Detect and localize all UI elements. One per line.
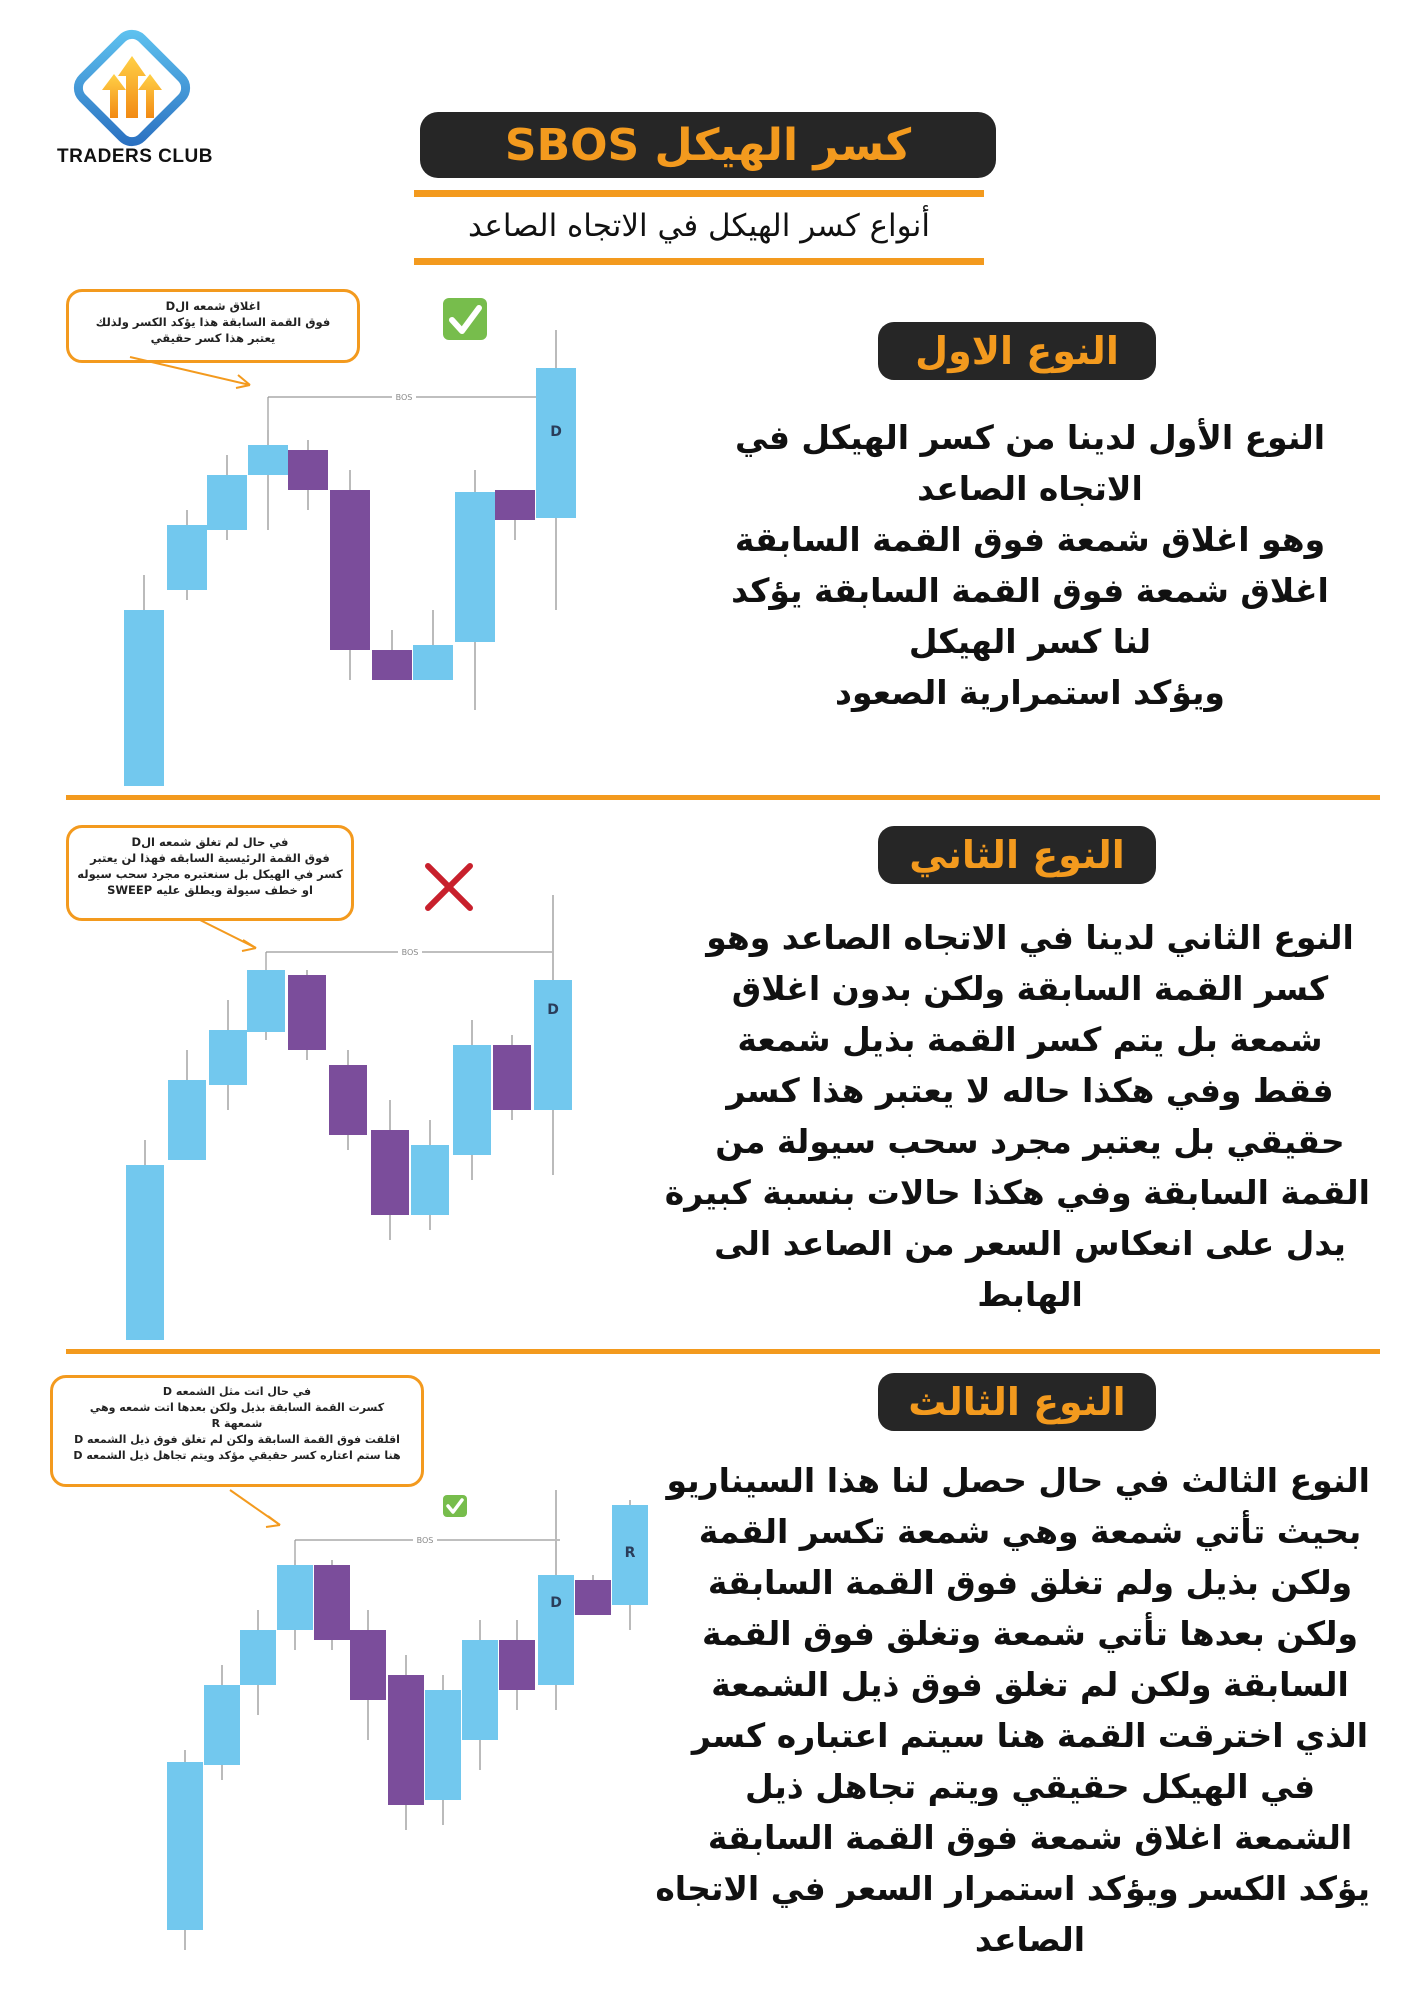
description-line: كسر القمة السابقة ولكن بدون اغلاق xyxy=(731,969,1329,1008)
bos-label: BOS xyxy=(416,1536,434,1545)
bullish-candle xyxy=(124,610,164,786)
section-3-callout xyxy=(50,1375,424,1487)
bearish-candle xyxy=(493,1045,531,1110)
bullish-candle xyxy=(167,525,207,590)
candle-d-label: D xyxy=(547,1002,559,1018)
check-icon xyxy=(443,298,487,340)
logo-arrows-icon xyxy=(72,28,192,148)
description-line: النوع الثالث في حال حصل لنا هذا السيناريو xyxy=(666,1461,1370,1500)
section-3-description xyxy=(655,1455,1370,1965)
description-line: شمعة بل يتم كسر القمة بذيل شمعة xyxy=(737,1020,1323,1059)
section-3-chart xyxy=(0,1480,680,1980)
description-line: الذي اخترقت القمة هنا سيتم اعتباره كسر xyxy=(691,1716,1369,1755)
description-line: فقط وفي هكذا حاله لا يعتبر هذا كسر xyxy=(726,1071,1334,1110)
bullish-candle xyxy=(207,475,247,530)
section-1-heading: النوع الاول xyxy=(915,329,1119,373)
bullish-candle xyxy=(425,1690,461,1800)
description-line: الهابط xyxy=(977,1275,1083,1314)
candles xyxy=(167,1490,648,1950)
page-subtitle: أنواع كسر الهيكل في الاتجاه الصاعد xyxy=(468,208,930,244)
description-line: يؤكد الكسر ويؤكد استمرار السعر في الاتجاه xyxy=(655,1869,1370,1908)
description-line: ولكن بذيل ولم تغلق فوق القمة السابقة xyxy=(707,1563,1353,1602)
section-2-heading-banner xyxy=(878,826,1156,884)
bullish-candle xyxy=(462,1640,498,1740)
bos-label: BOS xyxy=(401,948,419,957)
subtitle-bottom-divider xyxy=(414,258,984,265)
bearish-candle xyxy=(499,1640,535,1690)
bullish-candle xyxy=(248,445,288,475)
brand-name: TRADERS CLUB xyxy=(57,146,213,167)
bearish-candle xyxy=(388,1675,424,1805)
description-line: حقيقي بل يعتبر مجرد سحب سيولة من xyxy=(715,1122,1345,1161)
candles xyxy=(126,895,572,1340)
subtitle-top-divider xyxy=(414,190,984,197)
description-line: الاتجاه الصاعد xyxy=(917,469,1143,508)
candle-d-label: D xyxy=(550,424,562,440)
section-2-chart xyxy=(0,820,640,1340)
candle-d-label: D xyxy=(550,1595,562,1611)
description-line: ويؤكد استمرارية الصعود xyxy=(835,673,1225,712)
description-line: الصاعد xyxy=(974,1920,1086,1959)
callout-line: في حال اتت مثل الشمعه D xyxy=(162,1385,312,1398)
description-line: يدل على انعكاس السعر من الصاعد الى xyxy=(714,1224,1346,1263)
bearish-candle xyxy=(372,650,412,680)
description-line: اغلاق شمعة فوق القمة السابقة يؤكد xyxy=(731,571,1329,610)
bearish-candle xyxy=(314,1565,350,1640)
section-3-heading: النوع الثالث xyxy=(908,1380,1126,1424)
description-line: لنا كسر الهيكل xyxy=(908,622,1152,661)
section-2-description xyxy=(664,912,1370,1320)
bullish-candle xyxy=(455,492,495,642)
description-line: وهو اغلاق شمعة فوق القمة السابقة xyxy=(734,520,1326,559)
page-title-banner xyxy=(420,112,996,178)
description-line: ولكن بعدها تأتي شمعة وتغلق فوق القمة xyxy=(702,1614,1358,1653)
bullish-candle xyxy=(168,1080,206,1160)
callout-line: فوق القمة الرئيسية السابقه فهذا لن يعتبر xyxy=(90,851,330,865)
description-line: في الهيكل حقيقي ويتم تجاهل ذيل xyxy=(744,1767,1316,1806)
section-1-description xyxy=(700,412,1360,718)
section-3-heading-banner xyxy=(878,1373,1156,1431)
callout-line: اغلاق شمعه الD xyxy=(165,299,261,313)
callout-pointer xyxy=(130,357,250,385)
bearish-candle xyxy=(288,450,328,490)
callout-line: كسر في الهيكل بل سنعتبره مجرد سحب سيوله xyxy=(77,867,343,881)
bos-label: BOS xyxy=(395,393,413,402)
bearish-candle xyxy=(330,490,370,650)
bullish-candle xyxy=(240,1630,276,1685)
bullish-candle xyxy=(453,1045,491,1155)
description-line: النوع الثاني لدينا في الاتجاه الصاعد وهو xyxy=(706,918,1354,957)
bullish-candle-d xyxy=(536,368,576,518)
bullish-candle xyxy=(277,1565,313,1630)
bullish-candle xyxy=(167,1762,203,1930)
callout-line: في حال لم تغلق شمعه الD xyxy=(131,835,289,849)
description-line: النوع الأول لدينا من كسر الهيكل في xyxy=(734,418,1326,457)
bearish-candle xyxy=(329,1065,367,1135)
callout-line: اقلقت فوق القمة السابقة ولكن لم تغلق فوق ذيل الشمعه D xyxy=(74,1433,400,1446)
description-line: بحيث تأتي شمعة وهي شمعة تكسر القمة xyxy=(698,1512,1362,1551)
cross-icon xyxy=(428,866,470,908)
bearish-candle xyxy=(288,975,326,1050)
bearish-candle xyxy=(350,1630,386,1700)
bullish-candle xyxy=(413,645,453,680)
candle-r-label: R xyxy=(624,1545,636,1561)
brand-logo xyxy=(40,28,230,178)
bearish-candle xyxy=(371,1130,409,1215)
section-2-heading: النوع الثاني xyxy=(909,833,1125,877)
description-line: القمة السابقة وفي هكذا حالات بنسبة كبيرة xyxy=(664,1173,1370,1212)
check-icon xyxy=(443,1495,467,1517)
callout-line: هنا ستم اعتاره كسر حقيقي مؤكد ويتم تجاهل ذيل الشمعه D xyxy=(73,1449,401,1462)
section-1-heading-banner xyxy=(878,322,1156,380)
bullish-candle xyxy=(247,970,285,1032)
callout-line: فوق القمة السابقة هذا يؤكد الكسر ولذلك xyxy=(95,315,331,329)
bullish-candle xyxy=(126,1165,164,1340)
section-divider xyxy=(66,1349,1380,1354)
bullish-candle-d xyxy=(538,1575,574,1685)
callout-line: كسرت القمة السابقة بذيل ولكن بعدها اتت شمعه وهي xyxy=(89,1401,385,1414)
description-line: الشمعة اغلاق شمعة فوق القمة السابقة xyxy=(707,1818,1353,1857)
bullish-candle xyxy=(209,1030,247,1085)
section-divider xyxy=(66,795,1380,800)
callout-line: شمعهة R xyxy=(211,1417,263,1430)
bullish-candle xyxy=(204,1685,240,1765)
callout-line: او خطف سيولة ويطلق عليه SWEEP xyxy=(107,883,313,897)
bearish-candle xyxy=(495,490,535,520)
candles xyxy=(124,330,576,786)
bullish-candle-d xyxy=(534,980,572,1110)
bullish-candle xyxy=(411,1145,449,1215)
bearish-candle xyxy=(575,1580,611,1615)
callout-line: يعتبر هذا كسر حقيقي xyxy=(150,331,276,345)
section-1-chart xyxy=(0,280,640,800)
page-title: كسر الهيكل SBOS xyxy=(504,119,912,171)
description-line: السابقة ولكن لم تغلق فوق ذيل الشمعة xyxy=(711,1665,1349,1704)
